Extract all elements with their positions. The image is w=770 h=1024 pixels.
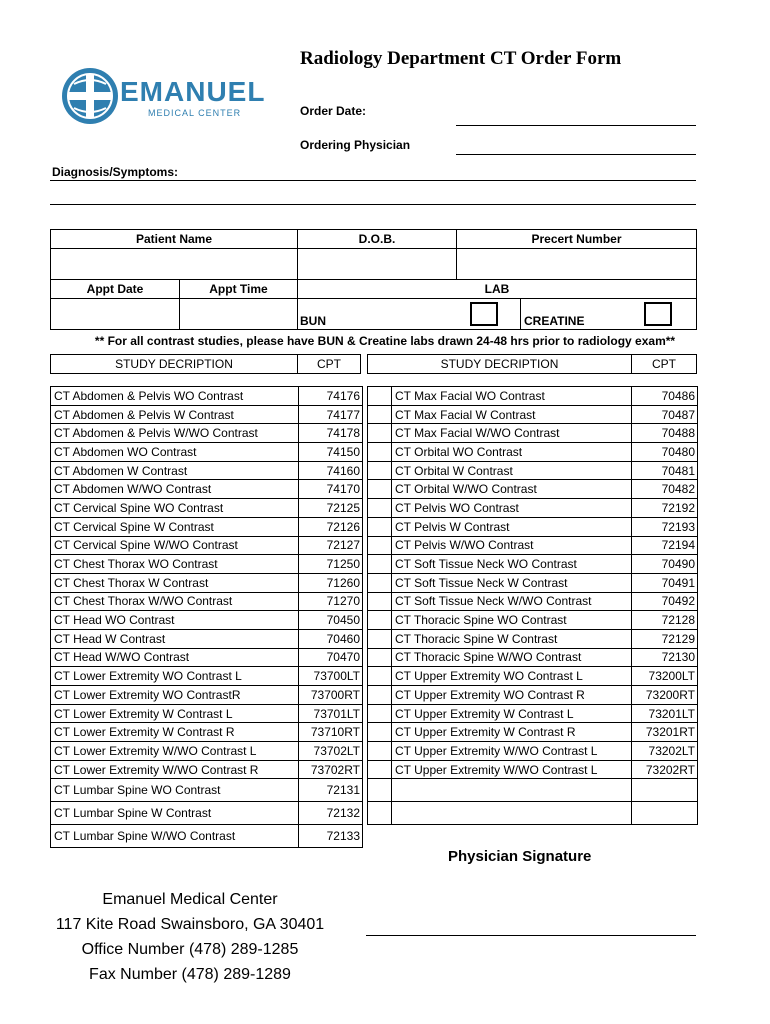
- study-description: CT Lumbar Spine W Contrast: [51, 802, 299, 825]
- study-description: CT Chest Thorax W/WO Contrast: [51, 592, 299, 611]
- precert-header-cell: [456, 229, 697, 249]
- study-select-box[interactable]: [368, 573, 392, 592]
- right-study-row[interactable]: [368, 499, 698, 518]
- study-description: CT Max Facial WO Contrast: [392, 387, 632, 406]
- left-study-row[interactable]: [51, 555, 363, 574]
- study-select-box[interactable]: [368, 424, 392, 443]
- study-select-box[interactable]: [368, 686, 392, 705]
- study-cpt-code: 72192: [632, 499, 698, 518]
- study-description: CT Lower Extremity W Contrast L: [51, 704, 299, 723]
- study-select-box[interactable]: [368, 611, 392, 630]
- left-study-row[interactable]: [51, 480, 363, 499]
- study-cpt-code: 73702RT: [299, 760, 363, 779]
- right-study-row[interactable]: [368, 536, 698, 555]
- study-cpt-code: 72193: [632, 517, 698, 536]
- left-study-row[interactable]: [51, 405, 363, 424]
- study-select-box[interactable]: [368, 405, 392, 424]
- right-cpt-header: CPT: [652, 357, 676, 371]
- study-description: CT Abdomen & Pelvis WO Contrast: [51, 387, 299, 406]
- study-cpt-code: 71250: [299, 555, 363, 574]
- study-select-box[interactable]: [368, 742, 392, 761]
- left-study-row[interactable]: [51, 802, 363, 825]
- right-study-row[interactable]: [368, 611, 698, 630]
- left-study-row[interactable]: [51, 499, 363, 518]
- left-study-row[interactable]: [51, 424, 363, 443]
- right-study-table: [367, 386, 698, 825]
- physician-signature-label: Physician Signature: [448, 848, 592, 865]
- creatine-checkbox[interactable]: [644, 302, 672, 326]
- study-select-box[interactable]: [368, 648, 392, 667]
- form-title: Radiology Department CT Order Form: [300, 48, 622, 69]
- study-cpt-code: 70480: [632, 443, 698, 462]
- study-description: CT Soft Tissue Neck W/WO Contrast: [392, 592, 632, 611]
- study-cpt-code: 72130: [632, 648, 698, 667]
- study-cpt-code: 73202RT: [632, 760, 698, 779]
- study-cpt-code: 70491: [632, 573, 698, 592]
- lab-header: LAB: [484, 282, 510, 296]
- study-select-box[interactable]: [368, 536, 392, 555]
- dob-header: D.O.B.: [358, 232, 396, 246]
- right-study-row[interactable]: [368, 802, 698, 825]
- dob-header-cell: [297, 229, 457, 249]
- study-cpt-code: 70470: [299, 648, 363, 667]
- right-study-row[interactable]: [368, 424, 698, 443]
- study-description: CT Abdomen & Pelvis W/WO Contrast: [51, 424, 299, 443]
- study-cpt-code: 71270: [299, 592, 363, 611]
- study-cpt-code: 73201LT: [632, 704, 698, 723]
- study-cpt-code: 74160: [299, 461, 363, 480]
- study-cpt-code: 72129: [632, 629, 698, 648]
- precert-field[interactable]: [456, 248, 697, 280]
- study-description: CT Abdomen W/WO Contrast: [51, 480, 299, 499]
- study-description: CT Cervical Spine W/WO Contrast: [51, 536, 299, 555]
- left-study-row[interactable]: [51, 443, 363, 462]
- study-description: CT Cervical Spine W Contrast: [51, 517, 299, 536]
- study-cpt-code: 72128: [632, 611, 698, 630]
- left-study-row[interactable]: [51, 648, 363, 667]
- study-select-box[interactable]: [368, 555, 392, 574]
- left-study-row[interactable]: [51, 779, 363, 802]
- right-study-row[interactable]: [368, 667, 698, 686]
- right-study-row[interactable]: [368, 405, 698, 424]
- study-cpt-code: 72127: [299, 536, 363, 555]
- study-cpt-code: 71260: [299, 573, 363, 592]
- study-cpt-code: 72131: [299, 779, 363, 802]
- study-cpt-code: 70481: [632, 461, 698, 480]
- study-select-box[interactable]: [368, 461, 392, 480]
- lab-header-cell: [297, 279, 697, 299]
- right-study-header-cell: [367, 354, 632, 374]
- study-description: CT Thoracic Spine WO Contrast: [392, 611, 632, 630]
- right-study-row[interactable]: [368, 742, 698, 761]
- study-cpt-code: 73700LT: [299, 667, 363, 686]
- creatine-label: CREATINE: [524, 314, 585, 328]
- study-cpt-code: 74150: [299, 443, 363, 462]
- left-study-row[interactable]: [51, 742, 363, 761]
- study-description: CT Soft Tissue Neck W Contrast: [392, 573, 632, 592]
- study-cpt-code: 73200RT: [632, 686, 698, 705]
- study-cpt-code: 74177: [299, 405, 363, 424]
- study-description: CT Head WO Contrast: [51, 611, 299, 630]
- right-study-row[interactable]: [368, 480, 698, 499]
- left-study-table: [50, 386, 363, 848]
- address-name: Emanuel Medical Center: [102, 891, 278, 908]
- left-study-row[interactable]: [51, 723, 363, 742]
- study-cpt-code: 70450: [299, 611, 363, 630]
- study-description: CT Upper Extremity W Contrast L: [392, 704, 632, 723]
- study-description: CT Lower Extremity W Contrast R: [51, 723, 299, 742]
- study-description: CT Lower Extremity W/WO Contrast R: [51, 760, 299, 779]
- study-cpt-code: 73700RT: [299, 686, 363, 705]
- study-description: CT Pelvis W Contrast: [392, 517, 632, 536]
- right-study-row[interactable]: [368, 704, 698, 723]
- right-study-row[interactable]: [368, 387, 698, 406]
- study-cpt-code: 73710RT: [299, 723, 363, 742]
- left-study-row[interactable]: [51, 461, 363, 480]
- bun-checkbox[interactable]: [470, 302, 498, 326]
- emanuel-logo: [60, 66, 266, 131]
- study-select-box[interactable]: [368, 629, 392, 648]
- patient-name-field[interactable]: [50, 248, 298, 280]
- study-description: CT Cervical Spine WO Contrast: [51, 499, 299, 518]
- study-description: CT Lower Extremity WO ContrastR: [51, 686, 299, 705]
- study-cpt-code: 73201RT: [632, 723, 698, 742]
- study-select-box[interactable]: [368, 802, 392, 825]
- left-study-row[interactable]: [51, 573, 363, 592]
- ordering-physician-label: Ordering Physician: [300, 138, 411, 152]
- study-cpt-code: 72126: [299, 517, 363, 536]
- right-study-row[interactable]: [368, 723, 698, 742]
- study-cpt-code: 72133: [299, 825, 363, 848]
- study-cpt-code: 72194: [632, 536, 698, 555]
- study-description: CT Head W/WO Contrast: [51, 648, 299, 667]
- appt-date-header: Appt Date: [86, 282, 144, 296]
- logo-subtitle: MEDICAL CENTER: [148, 108, 242, 118]
- diagnosis-line-1[interactable]: [50, 180, 696, 181]
- study-cpt-code: 73200LT: [632, 667, 698, 686]
- ordering-physician-field[interactable]: [456, 154, 696, 155]
- bun-label: BUN: [300, 314, 326, 328]
- address-street: 117 Kite Road Swainsboro, GA 30401: [55, 916, 325, 933]
- study-description: CT Chest Thorax WO Contrast: [51, 555, 299, 574]
- right-study-row[interactable]: [368, 629, 698, 648]
- diagnosis-label: Diagnosis/Symptoms:: [52, 165, 179, 179]
- study-select-box[interactable]: [368, 499, 392, 518]
- patient-name-header-cell: [50, 229, 298, 249]
- study-cpt-code: [632, 779, 698, 802]
- contrast-note: ** For all contrast studies, please have BUN & Creatine labs drawn 24-48 hrs prior to radiology exam**: [94, 334, 676, 348]
- right-study-row[interactable]: [368, 592, 698, 611]
- left-study-header: STUDY DECRIPTION: [115, 357, 233, 371]
- study-description: CT Pelvis WO Contrast: [392, 499, 632, 518]
- study-description: CT Max Facial W Contrast: [392, 405, 632, 424]
- right-study-row[interactable]: [368, 648, 698, 667]
- right-study-row[interactable]: [368, 573, 698, 592]
- study-cpt-code: 72132: [299, 802, 363, 825]
- right-study-header: STUDY DECRIPTION: [440, 357, 559, 371]
- study-description: CT Pelvis W/WO Contrast: [392, 536, 632, 555]
- dob-field[interactable]: [297, 248, 457, 280]
- study-cpt-code: 70460: [299, 629, 363, 648]
- right-study-row[interactable]: [368, 760, 698, 779]
- study-cpt-code: 70487: [632, 405, 698, 424]
- study-select-box[interactable]: [368, 779, 392, 802]
- study-select-box[interactable]: [368, 517, 392, 536]
- address-office-number: Office Number (478) 289-1285: [81, 941, 299, 958]
- left-study-row[interactable]: [51, 704, 363, 723]
- study-cpt-code: 74178: [299, 424, 363, 443]
- left-cpt-header-cell: [297, 354, 361, 374]
- right-study-row[interactable]: [368, 555, 698, 574]
- study-select-box[interactable]: [368, 592, 392, 611]
- study-select-box[interactable]: [368, 387, 392, 406]
- diagnosis-line-2[interactable]: [50, 204, 696, 205]
- study-description: CT Upper Extremity WO Contrast R: [392, 686, 632, 705]
- right-study-row[interactable]: [368, 517, 698, 536]
- study-description: CT Thoracic Spine W/WO Contrast: [392, 648, 632, 667]
- study-description: CT Abdomen WO Contrast: [51, 443, 299, 462]
- left-cpt-header: CPT: [317, 357, 341, 371]
- study-cpt-code: 73202LT: [632, 742, 698, 761]
- address-fax-number: Fax Number (478) 289-1289: [89, 966, 291, 983]
- left-study-row[interactable]: [51, 592, 363, 611]
- study-description: [392, 802, 632, 825]
- right-cpt-header-cell: [631, 354, 697, 374]
- study-cpt-code: 70490: [632, 555, 698, 574]
- left-study-row[interactable]: [51, 825, 363, 848]
- physician-signature-field[interactable]: [366, 935, 696, 936]
- study-description: CT Chest Thorax W Contrast: [51, 573, 299, 592]
- study-description: CT Thoracic Spine W Contrast: [392, 629, 632, 648]
- study-description: CT Soft Tissue Neck WO Contrast: [392, 555, 632, 574]
- patient-name-header: Patient Name: [135, 232, 213, 246]
- study-cpt-code: 74170: [299, 480, 363, 499]
- appt-date-header-cell: [50, 279, 180, 299]
- study-select-box[interactable]: [368, 667, 392, 686]
- study-description: CT Lower Extremity W/WO Contrast L: [51, 742, 299, 761]
- study-cpt-code: 73702LT: [299, 742, 363, 761]
- left-study-header-cell: [50, 354, 298, 374]
- appt-time-header: Appt Time: [209, 282, 268, 296]
- order-date-label: Order Date:: [300, 104, 367, 118]
- study-description: CT Upper Extremity WO Contrast L: [392, 667, 632, 686]
- study-description: [392, 779, 632, 802]
- study-cpt-code: 74176: [299, 387, 363, 406]
- left-study-row[interactable]: [51, 517, 363, 536]
- study-description: CT Orbital W Contrast: [392, 461, 632, 480]
- appt-time-header-cell: [179, 279, 298, 299]
- study-cpt-code: 73701LT: [299, 704, 363, 723]
- left-study-row[interactable]: [51, 387, 363, 406]
- study-description: CT Abdomen & Pelvis W Contrast: [51, 405, 299, 424]
- order-date-field[interactable]: [456, 125, 696, 126]
- study-select-box[interactable]: [368, 443, 392, 462]
- study-description: CT Upper Extremity W/WO Contrast L: [392, 742, 632, 761]
- study-description: CT Orbital W/WO Contrast: [392, 480, 632, 499]
- study-cpt-code: 70482: [632, 480, 698, 499]
- left-study-row[interactable]: [51, 536, 363, 555]
- study-description: CT Max Facial W/WO Contrast: [392, 424, 632, 443]
- study-cpt-code: 70486: [632, 387, 698, 406]
- precert-header: Precert Number: [531, 232, 622, 246]
- study-description: CT Abdomen W Contrast: [51, 461, 299, 480]
- study-select-box[interactable]: [368, 760, 392, 779]
- study-description: CT Lumbar Spine W/WO Contrast: [51, 825, 299, 848]
- right-study-row[interactable]: [368, 443, 698, 462]
- left-study-row[interactable]: [51, 667, 363, 686]
- study-select-box[interactable]: [368, 723, 392, 742]
- study-description: CT Upper Extremity W Contrast R: [392, 723, 632, 742]
- study-description: CT Head W Contrast: [51, 629, 299, 648]
- study-description: CT Upper Extremity W/WO Contrast L: [392, 760, 632, 779]
- study-select-box[interactable]: [368, 480, 392, 499]
- left-study-row[interactable]: [51, 629, 363, 648]
- logo-name: EMANUEL: [120, 76, 266, 107]
- appt-time-field[interactable]: [179, 298, 298, 330]
- study-description: CT Lumbar Spine WO Contrast: [51, 779, 299, 802]
- study-cpt-code: 70492: [632, 592, 698, 611]
- study-cpt-code: 70488: [632, 424, 698, 443]
- appt-date-field[interactable]: [50, 298, 180, 330]
- left-study-row[interactable]: [51, 760, 363, 779]
- right-study-row[interactable]: [368, 779, 698, 802]
- study-description: CT Orbital WO Contrast: [392, 443, 632, 462]
- right-study-row[interactable]: [368, 461, 698, 480]
- study-cpt-code: [632, 802, 698, 825]
- left-study-row[interactable]: [51, 686, 363, 705]
- right-study-row[interactable]: [368, 686, 698, 705]
- study-description: CT Lower Extremity WO Contrast L: [51, 667, 299, 686]
- study-select-box[interactable]: [368, 704, 392, 723]
- study-cpt-code: 72125: [299, 499, 363, 518]
- left-study-row[interactable]: [51, 611, 363, 630]
